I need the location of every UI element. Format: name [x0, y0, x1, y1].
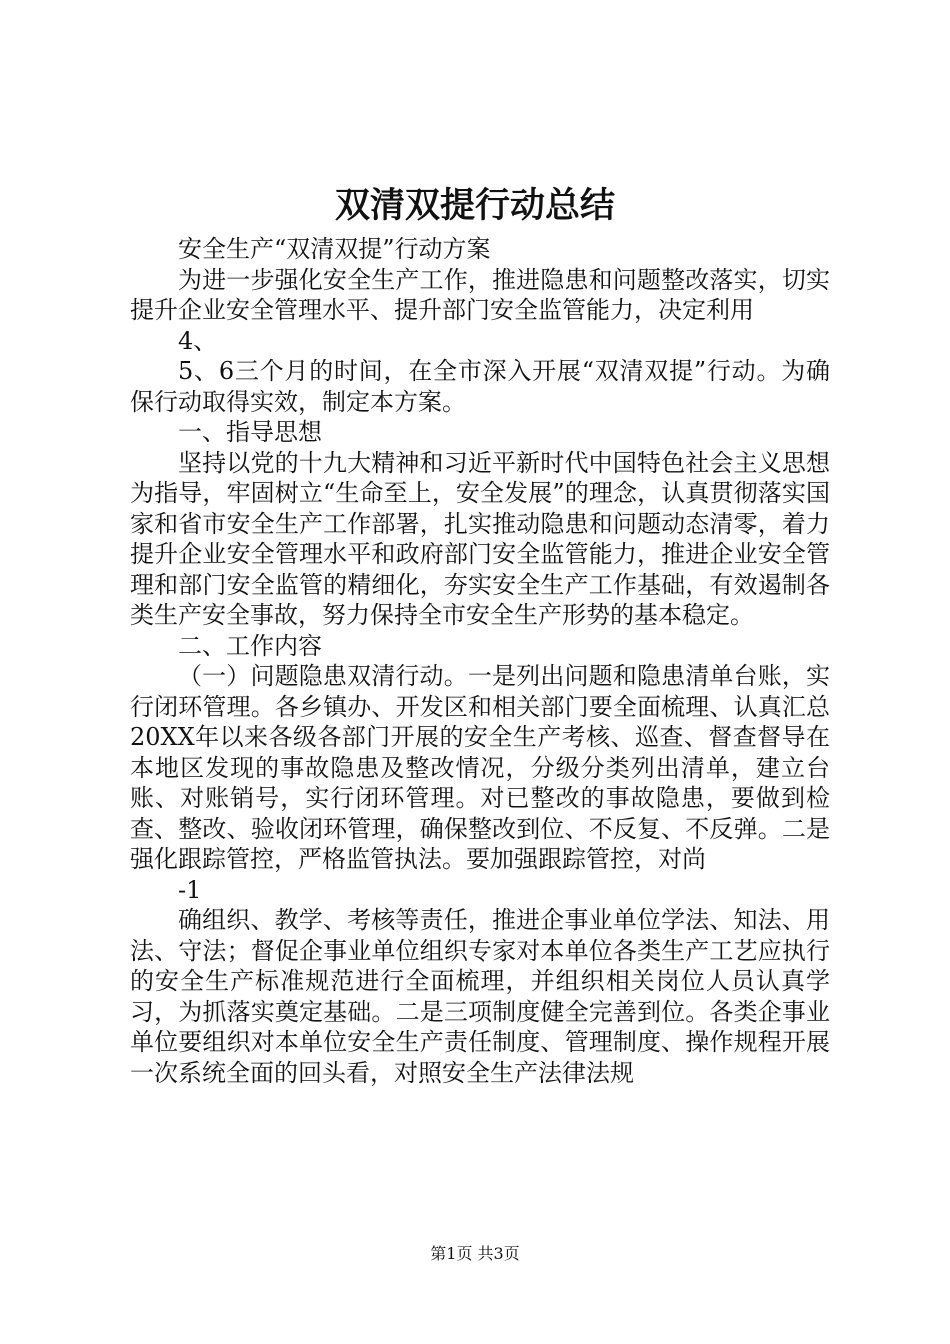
paragraph: （一）问题隐患双清行动。一是列出问题和隐患清单台账，实行闭环管理。各乡镇办、开发区和相关部门要全面梳理、认真汇总20XX年以来各级各部门开展的安全生产考核、巡查、督查督导在本地区发现的事故隐患及整改情况，分级分类列出清单，建立台账、对账销号，实行闭环管理。对已整改的事故隐患，要做到检查、整改、验收闭环管理，确保整改到位、不反复、不反弹。二是强化跟踪管控，严格监管执法。要加强跟踪管控，对尚: [130, 662, 830, 873]
section-heading: 一、指导思想: [178, 418, 322, 446]
paragraph: 坚持以党的十九大精神和习近平新时代中国特色社会主义思想为指导，牢固树立“生命至上，安全发展”的理念，认真贯彻落实国家和省市安全生产工作部署，扎实推动隐患和问题动态清零，着力提升企业安全管理水平和政府部门安全监管能力，推进企业安全管理和部门安全监管的精细化，夯实安全生产工作基础，有效遏制各类生产安全事故，努力保持全市安全生产形势的基本稳定。: [130, 448, 830, 629]
paragraph: 确组织、教学、考核等责任，推进企事业单位学法、知法、用法、守法；督促企事业单位组织专家对本单位各类生产工艺应执行的安全生产标准规范进行全面梳理，并组织相关岗位人员认真学习，为抓落实奠定基础。二是三项制度健全完善到位。各类企事业单位要组织对本单位安全生产责任制度、管理制度、操作规程开展一次系统全面的回头看，对照安全生产法律法规: [130, 906, 830, 1087]
paragraph: 为进一步强化安全生产工作，推进隐患和问题整改落实，切实提升企业安全管理水平、提升部门安全监管能力，决定利用: [130, 265, 830, 324]
page-footer: 第1页 共3页: [430, 1244, 520, 1263]
page-title: 双清双提行动总结: [334, 185, 615, 226]
section-heading: 二、工作内容: [178, 631, 322, 660]
paragraph-fragment: -1: [178, 875, 202, 904]
paragraph: 4、: [178, 326, 218, 355]
document-subtitle: 安全生产“双清双提”行动方案: [178, 235, 491, 263]
paragraph: 5、6三个月的时间，在全市深入开展“双清双提”行动。为确保行动取得实效，制定本方案。: [130, 357, 830, 416]
document-body: [130, 234, 830, 1088]
